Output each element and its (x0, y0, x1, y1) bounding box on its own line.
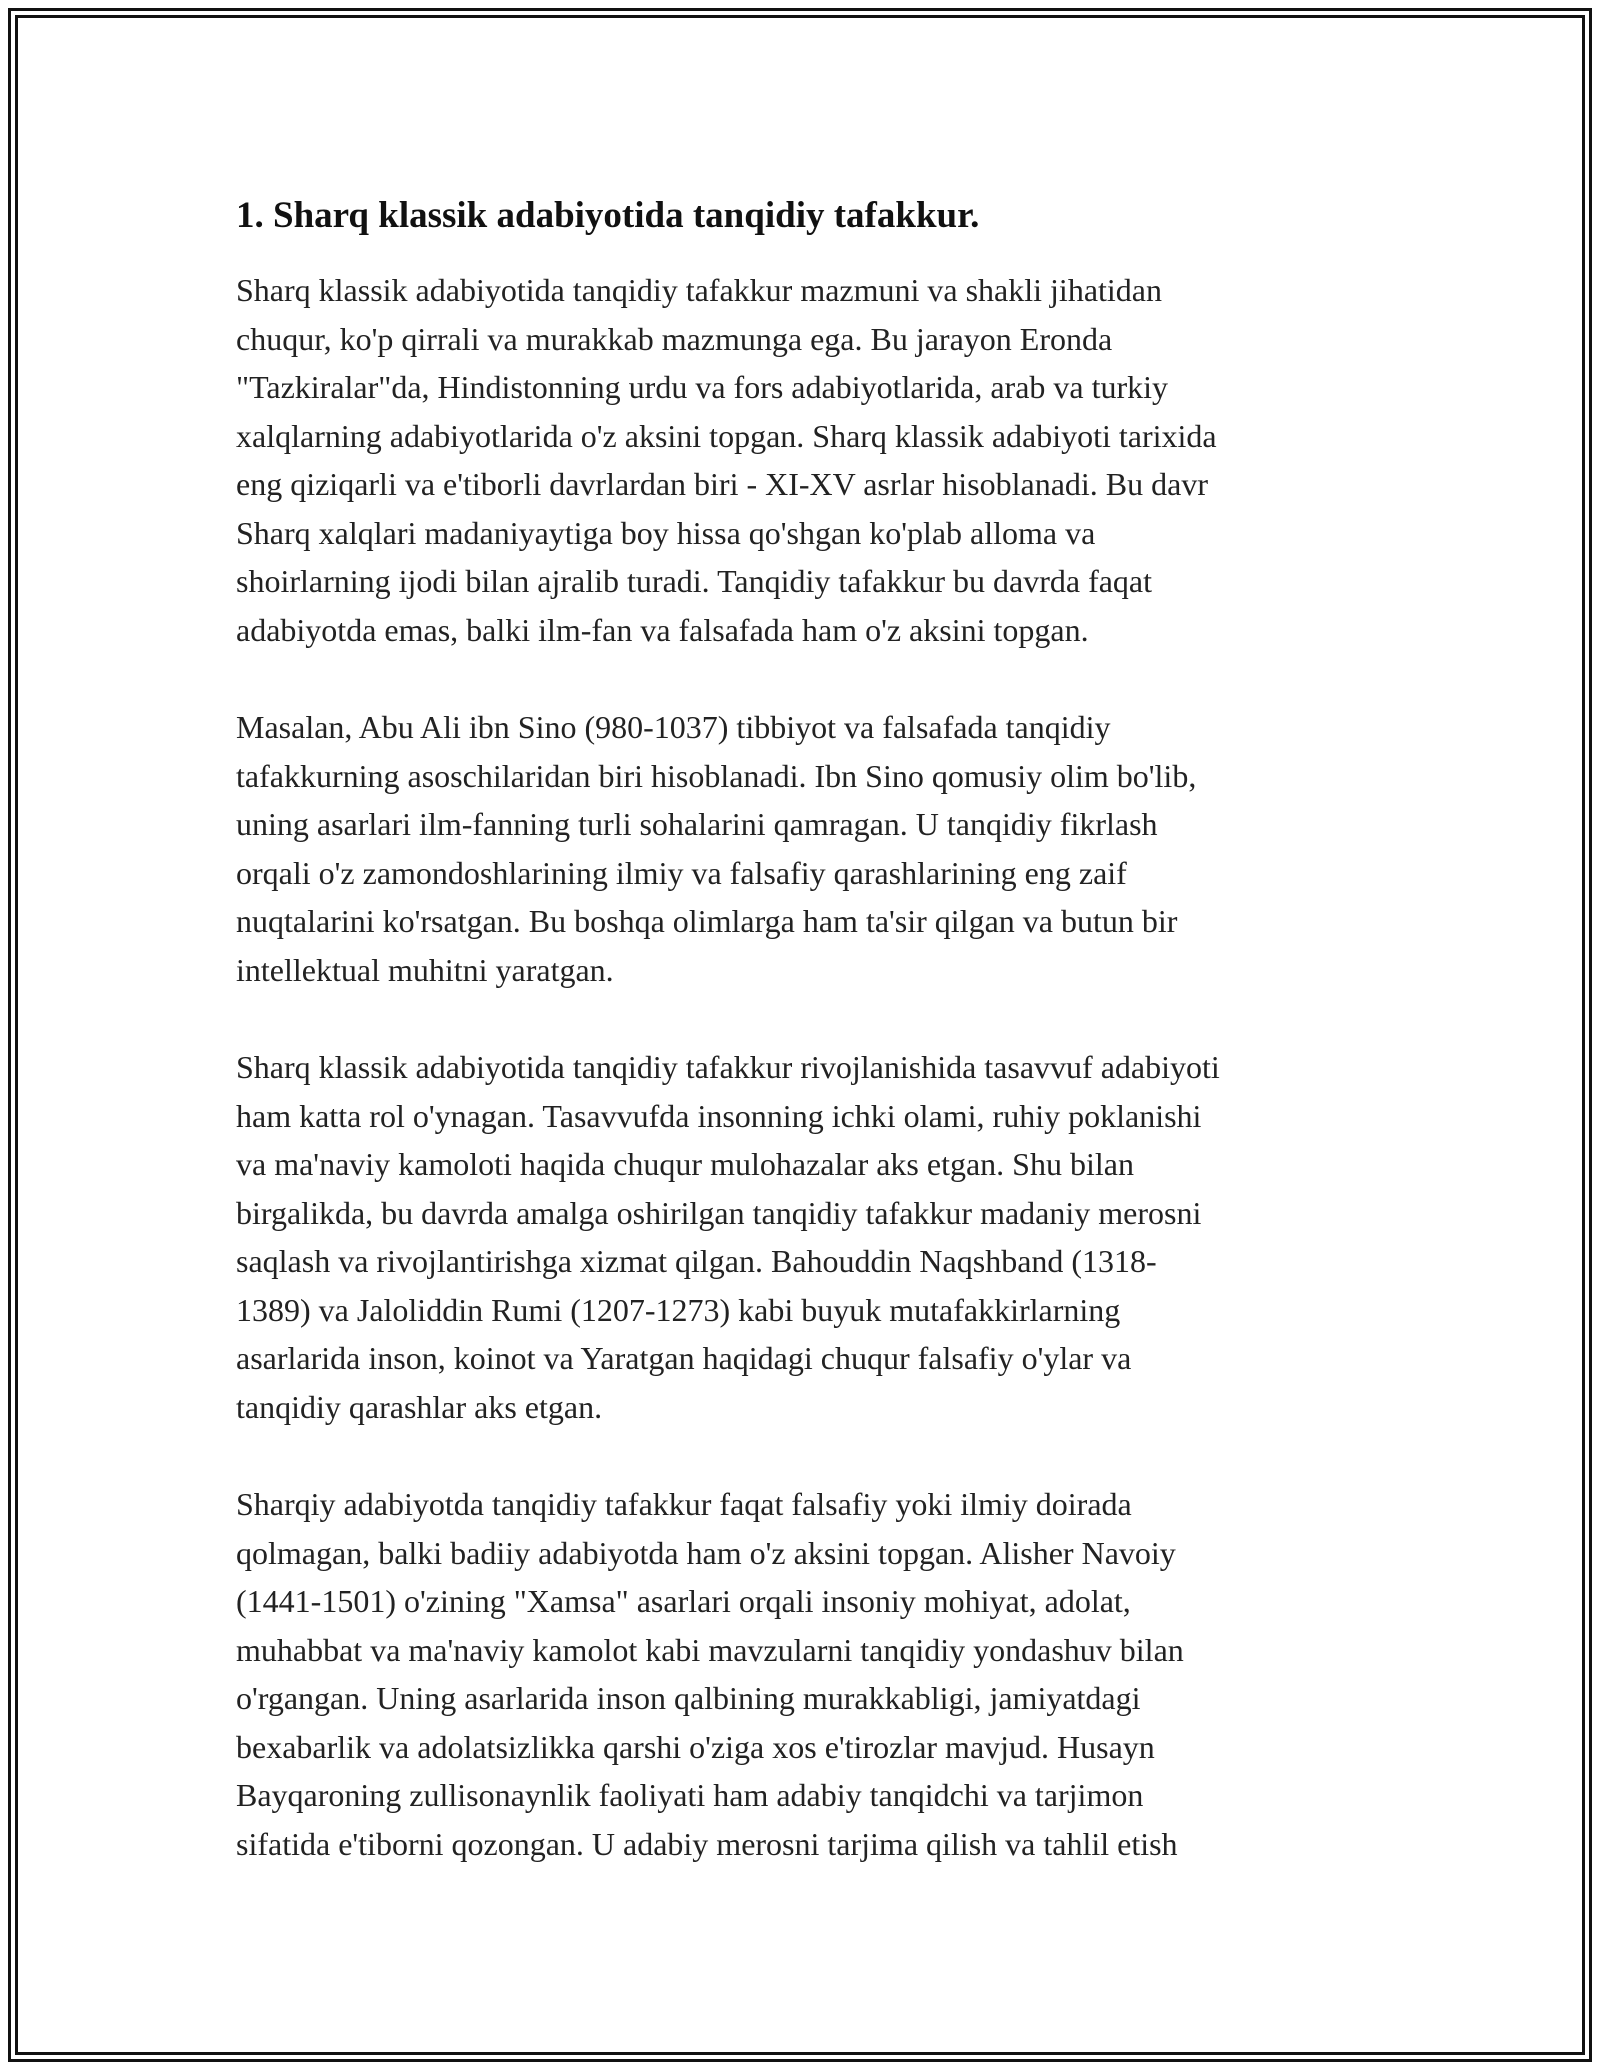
paragraph-3: Sharq klassik adabiyotida tanqidiy tafakkur rivojlanishida tasavvuf adabiyoti ham katta rol o'ynagan. Tasavvufda insonning ichki olami, ruhiy poklanishi va ma'naviy kamoloti haqida chuqur mulohazalar aks etgan. Shu bilan birgalikda, bu davrda amalga oshirilgan tanqidiy tafakkur madaniy merosni saqlash va rivojlantirishga xizmat qilgan. Bahouddin Naqshband (1318- 1389) va Jaloliddin Rumi (1207-1273) kabi buyuk mutafakkirlarning asarlarida inson, koinot va Yaratgan haqidagi chuqur falsafiy o'ylar va tanqidiy qarashlar aks etgan. (236, 1049, 1220, 1425)
section-heading: 1. Sharq klassik adabiyotida tanqidiy tafakkur. (236, 195, 980, 236)
paragraph-1: Sharq klassik adabiyotida tanqidiy tafakkur mazmuni va shakli jihatidan chuqur, ko'p qirrali va murakkab mazmunga ega. Bu jarayon Eronda "Tazkiralar"da, Hindistonning urdu va fors adabiyotlarida, arab va turkiy xalqlarning adabiyotlarida o'z aksini topgan. Sharq klassik adabiyoti tarixida eng qiziqarli va e'tiborli davrlardan biri - XI-XV asrlar hisoblanadi. Bu davr Sharq xalqlari madaniyaytiga boy hissa qo'shgan ko'plab alloma va shoirlarning ijodi bilan ajralib turadi. Tanqidiy tafakkur bu davrda faqat adabiyotda emas, balki ilm-fan va falsafada ham o'z aksini topgan. (236, 272, 1217, 648)
paragraph-4: Sharqiy adabiyotda tanqidiy tafakkur faqat falsafiy yoki ilmiy doirada qolmagan, balki badiiy adabiyotda ham o'z aksini topgan. Alisher Navoiy (1441-1501) o'zining "Xamsa" asarlari orqali insoniy mohiyat, adolat, muhabbat va ma'naviy kamolot kabi mavzularni tanqidiy yondashuv bilan o'rgangan. Uning asarlarida inson qalbining murakkabligi, jamiyatdagi bexabarlik va adolatsizlikka qarshi o'ziga xos e'tirozlar mavjud. Husayn Bayqaroning zullisonaynlik faoliyati ham adabiy tanqidchi va tarjimon sifatida e'tiborni qozongan. U adabiy merosni tarjima qilish va tahlil etish (236, 1486, 1184, 1862)
document-body (236, 188, 1386, 1917)
paragraph-2: Masalan, Abu Ali ibn Sino (980-1037) tibbiyot va falsafada tanqidiy tafakkurning asoschilaridan biri hisoblanadi. Ibn Sino qomusiy olim bo'lib, uning asarlari ilm-fanning turli sohalarini qamragan. U tanqidiy fikrlash orqali o'z zamondoshlarining ilmiy va falsafiy qarashlarining eng zaif nuqtalarini ko'rsatgan. Bu boshqa olimlarga ham ta'sir qilgan va butun bir intellektual muhitni yaratgan. (236, 709, 1197, 988)
